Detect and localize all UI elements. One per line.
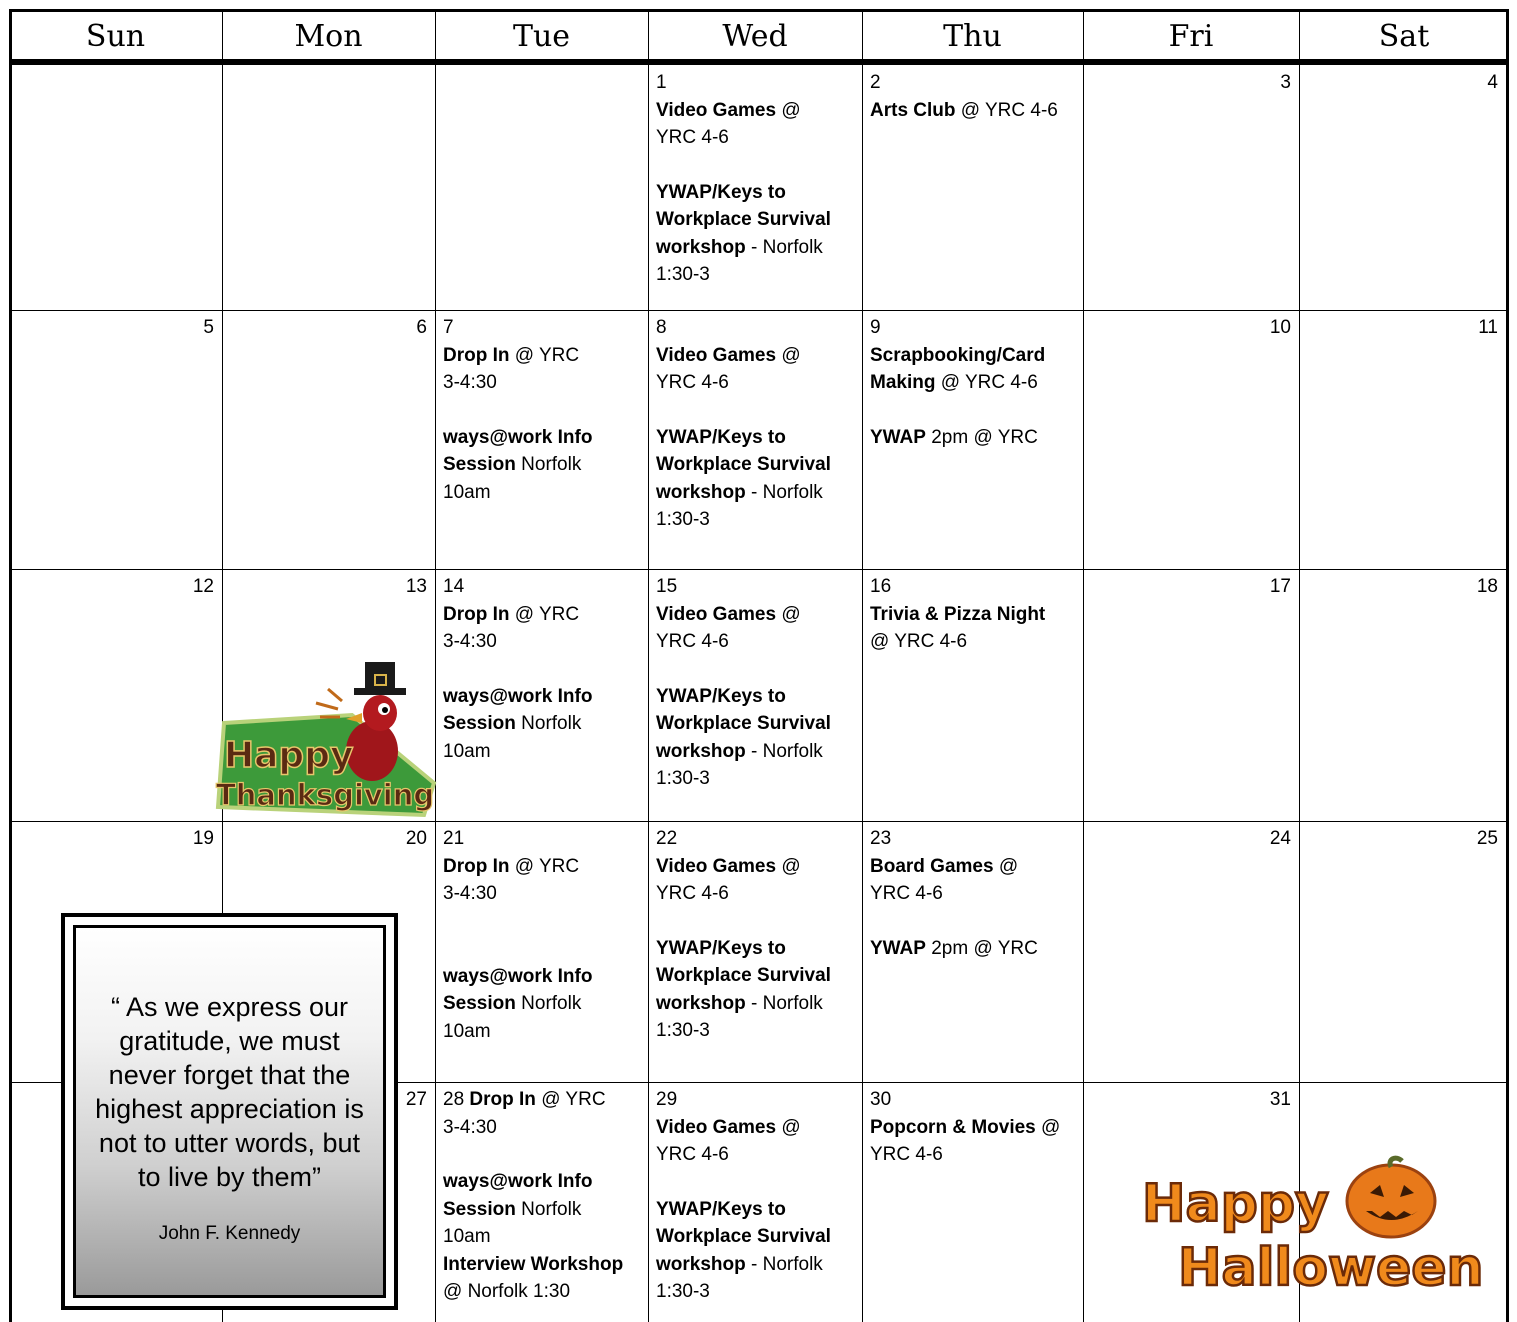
day-number: 2 bbox=[870, 72, 881, 93]
day-number: 10 bbox=[1269, 317, 1291, 338]
event-video-games: Video Games @ bbox=[656, 1116, 801, 1138]
day-cell[interactable] bbox=[648, 821, 862, 1082]
day-cell[interactable] bbox=[1299, 569, 1506, 821]
day-number: 28 bbox=[443, 1089, 465, 1110]
day-number: 29 bbox=[656, 1089, 678, 1110]
happy-halloween-graphic bbox=[1138, 1157, 1484, 1298]
day-number: 16 bbox=[870, 576, 892, 597]
day-cell[interactable] bbox=[1299, 310, 1506, 569]
header-tue: Tue bbox=[512, 19, 571, 54]
day-cell[interactable] bbox=[1083, 821, 1299, 1082]
event-drop-in: Drop In @ YRC bbox=[443, 603, 580, 625]
event-detail: 3-4:30 bbox=[443, 631, 497, 652]
event-detail: 1:30-3 bbox=[656, 768, 710, 789]
day-number: 1 bbox=[656, 72, 667, 93]
day-cell[interactable] bbox=[648, 65, 862, 310]
event-detail: @ YRC 4-6 bbox=[870, 631, 968, 652]
event-video-games: Video Games @ bbox=[656, 344, 801, 366]
spacer bbox=[443, 656, 640, 683]
event-detail: YRC 4-6 bbox=[656, 1144, 729, 1165]
halloween-text-line1: Happy bbox=[1142, 1174, 1329, 1234]
day-cell[interactable] bbox=[862, 65, 1083, 310]
header-sun: Sun bbox=[85, 19, 146, 54]
event-interview: Interview Workshop bbox=[443, 1253, 624, 1275]
day-number: 8 bbox=[656, 317, 667, 338]
day-cell[interactable] bbox=[435, 821, 648, 1082]
weekday-header bbox=[9, 9, 1509, 59]
turkey-body bbox=[346, 721, 398, 781]
day-cell[interactable] bbox=[648, 569, 862, 821]
event-detail: 1:30-3 bbox=[656, 1020, 710, 1041]
day-number: 3 bbox=[1280, 72, 1291, 93]
event-drop-in: Drop In @ YRC bbox=[443, 344, 580, 366]
day-number: 31 bbox=[1269, 1089, 1291, 1110]
event-ways-line: Session Norfolk bbox=[443, 454, 582, 475]
day-cell[interactable] bbox=[1083, 310, 1299, 569]
day-number: 24 bbox=[1269, 828, 1291, 849]
day-cell[interactable] bbox=[1299, 821, 1506, 1082]
day-number: 20 bbox=[405, 828, 427, 849]
thanksgiving-text-line2: Thanksgiving bbox=[216, 778, 435, 812]
day-cell[interactable] bbox=[435, 1082, 648, 1322]
event-detail: 1:30-3 bbox=[656, 1281, 710, 1302]
day-number: 15 bbox=[656, 576, 678, 597]
event-scrapbooking-line: Making @ YRC 4-6 bbox=[870, 372, 1038, 393]
event-ywap-short: YWAP 2pm @ YRC bbox=[870, 937, 1038, 959]
event-detail: YRC 4-6 bbox=[656, 631, 729, 652]
spacer bbox=[656, 1169, 854, 1196]
day-number: 19 bbox=[192, 828, 214, 849]
pumpkin-icon bbox=[1347, 1165, 1435, 1237]
event-ywap-line: Workplace Survival bbox=[656, 713, 831, 734]
day-cell[interactable] bbox=[435, 569, 648, 821]
quote-author: John F. Kennedy bbox=[158, 1223, 301, 1244]
event-detail: 1:30-3 bbox=[656, 264, 710, 285]
day-cell[interactable] bbox=[1083, 65, 1299, 310]
event-detail: 10am bbox=[443, 1226, 491, 1247]
spacer bbox=[870, 397, 1075, 424]
day-number: 30 bbox=[870, 1089, 892, 1110]
event-detail: 3-4:30 bbox=[443, 1116, 497, 1138]
event-ywap: YWAP/Keys to bbox=[656, 685, 786, 707]
spacer bbox=[656, 908, 854, 935]
event-ywap: YWAP/Keys to bbox=[656, 1198, 786, 1220]
event-detail: YRC 4-6 bbox=[870, 883, 943, 904]
event-drop-in: Drop In @ YRC bbox=[443, 855, 580, 877]
event-ywap-line: workshop - Norfolk bbox=[656, 481, 823, 503]
event-detail: 10am bbox=[443, 1020, 491, 1042]
event-drop-in: 28 Drop In @ YRC bbox=[443, 1089, 606, 1110]
day-cell[interactable] bbox=[1299, 65, 1506, 310]
event-ywap-line: Workplace Survival bbox=[656, 209, 831, 230]
spacer bbox=[443, 397, 640, 424]
quote-text: “ As we express our gratitude, we must never forget that the highest appreciation is not to utter words, but to live by them” bbox=[95, 992, 364, 1192]
day-number: 13 bbox=[405, 576, 427, 597]
day-number: 25 bbox=[1476, 828, 1498, 849]
happy-thanksgiving-graphic bbox=[212, 655, 434, 815]
quote-box bbox=[61, 913, 398, 1310]
event-arts-club: Arts Club @ YRC 4-6 bbox=[870, 99, 1058, 121]
header-sat: Sat bbox=[1378, 19, 1430, 54]
event-video-games: Video Games @ bbox=[656, 855, 801, 877]
day-cell[interactable] bbox=[9, 569, 222, 821]
event-trivia: Trivia & Pizza Night bbox=[870, 603, 1046, 625]
spacer bbox=[656, 656, 854, 683]
day-cell[interactable] bbox=[9, 310, 222, 569]
event-detail: YRC 4-6 bbox=[656, 883, 729, 904]
header-wed: Wed bbox=[722, 19, 788, 54]
event-ways-line: Session Norfolk bbox=[443, 1198, 582, 1220]
event-ways-work: ways@work Info bbox=[443, 1171, 593, 1192]
event-ywap-line: workshop - Norfolk bbox=[656, 236, 823, 258]
event-ywap-line: Workplace Survival bbox=[656, 1226, 831, 1247]
spacer bbox=[656, 397, 854, 424]
event-video-games: Video Games @ bbox=[656, 99, 801, 121]
event-detail: YRC 4-6 bbox=[656, 372, 729, 393]
day-cell[interactable] bbox=[648, 1082, 862, 1322]
header-fri: Fri bbox=[1168, 19, 1214, 54]
event-detail: 3-4:30 bbox=[443, 372, 497, 393]
day-number: 23 bbox=[870, 828, 892, 849]
day-number: 18 bbox=[1476, 576, 1498, 597]
day-number: 21 bbox=[443, 828, 465, 849]
day-number: 4 bbox=[1487, 72, 1498, 93]
quote-inner bbox=[73, 925, 386, 1298]
event-ways-work: ways@work Info bbox=[443, 426, 593, 448]
event-ways-work: ways@work Info bbox=[443, 965, 593, 987]
event-detail: 10am bbox=[443, 740, 491, 762]
day-number: 5 bbox=[203, 317, 214, 338]
spacer bbox=[656, 152, 854, 179]
event-ywap-line: Workplace Survival bbox=[656, 965, 831, 986]
day-cell[interactable] bbox=[862, 1082, 1083, 1322]
day-number: 6 bbox=[416, 317, 427, 338]
event-ways-work: ways@work Info bbox=[443, 685, 593, 707]
event-detail: @ Norfolk 1:30 bbox=[443, 1281, 571, 1302]
event-ywap-short: YWAP 2pm @ YRC bbox=[870, 426, 1038, 448]
event-board-games: Board Games @ bbox=[870, 855, 1019, 877]
day-number: 11 bbox=[1478, 317, 1498, 338]
thanksgiving-text-line1: Happy bbox=[224, 735, 354, 776]
spacer bbox=[443, 1141, 640, 1168]
event-ywap-line: workshop - Norfolk bbox=[656, 992, 823, 1014]
event-ywap-line: workshop - Norfolk bbox=[656, 1253, 823, 1275]
header-thu: Thu bbox=[943, 19, 1002, 54]
event-ywap: YWAP/Keys to bbox=[656, 937, 786, 959]
day-cell[interactable] bbox=[222, 310, 435, 569]
event-detail: 3-4:30 bbox=[443, 883, 497, 904]
halloween-text-line2: Halloween bbox=[1178, 1238, 1484, 1298]
event-detail: 1:30-3 bbox=[656, 509, 710, 530]
event-video-games: Video Games @ bbox=[656, 603, 801, 625]
day-cell[interactable] bbox=[435, 310, 648, 569]
spacer bbox=[443, 908, 640, 963]
event-ywap: YWAP/Keys to bbox=[656, 181, 786, 203]
day-number: 7 bbox=[443, 317, 454, 338]
day-cell[interactable] bbox=[862, 569, 1083, 821]
event-detail: YRC 4-6 bbox=[656, 127, 729, 148]
day-number: 12 bbox=[192, 576, 214, 597]
event-ways-line: Session Norfolk bbox=[443, 713, 582, 734]
event-ywap-line: workshop - Norfolk bbox=[656, 740, 823, 762]
day-number: 14 bbox=[443, 576, 465, 597]
day-number: 9 bbox=[870, 317, 881, 338]
header-mon: Mon bbox=[294, 19, 363, 54]
event-detail: 10am bbox=[443, 481, 491, 503]
day-number: 17 bbox=[1269, 576, 1291, 597]
grid-line bbox=[1506, 9, 1509, 1322]
event-popcorn-movies: Popcorn & Movies @ bbox=[870, 1116, 1061, 1138]
day-cell[interactable] bbox=[648, 310, 862, 569]
day-cell[interactable] bbox=[1083, 569, 1299, 821]
spacer bbox=[870, 908, 1075, 935]
day-number: 27 bbox=[405, 1089, 427, 1110]
event-ywap-line: Workplace Survival bbox=[656, 454, 831, 475]
day-cell[interactable] bbox=[862, 310, 1083, 569]
event-ywap: YWAP/Keys to bbox=[656, 426, 786, 448]
event-ways-line: Session Norfolk bbox=[443, 993, 582, 1014]
event-scrapbooking: Scrapbooking/Card bbox=[870, 344, 1046, 366]
day-cell[interactable] bbox=[862, 821, 1083, 1082]
event-detail: YRC 4-6 bbox=[870, 1144, 943, 1165]
day-number: 22 bbox=[656, 828, 678, 849]
hat-icon bbox=[365, 662, 395, 692]
